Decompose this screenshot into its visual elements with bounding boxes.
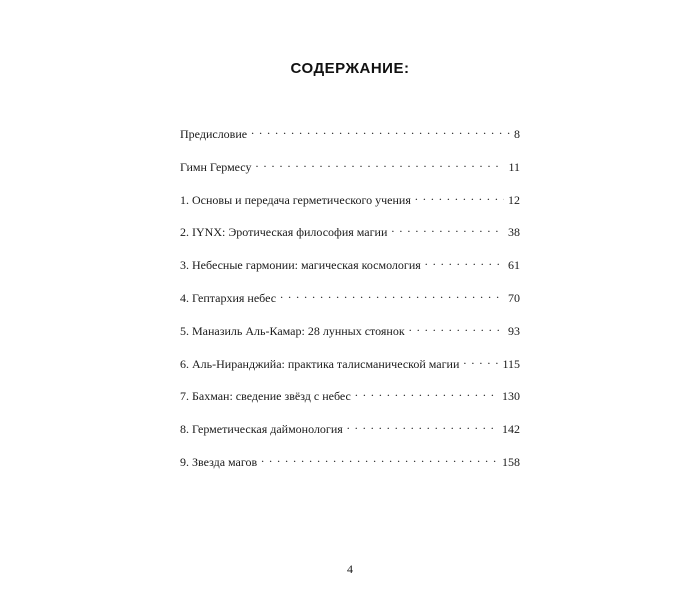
toc-entry-page: 12 <box>508 192 520 207</box>
dot-leader <box>261 450 498 466</box>
dot-leader <box>251 122 510 138</box>
toc-entry <box>180 352 520 385</box>
dot-leader <box>391 220 504 236</box>
toc-entry <box>180 188 520 221</box>
toc-entry-label: 3. Небесные гармонии: магическая космология <box>180 258 421 273</box>
toc-entry-page: 61 <box>508 258 520 273</box>
toc-entry <box>180 417 520 450</box>
page-number: 4 <box>347 562 353 576</box>
toc-entry-label: 4. Гептархия небес <box>180 290 277 305</box>
toc-entry-page: 158 <box>502 454 520 469</box>
dot-leader <box>347 417 498 433</box>
dot-leader <box>463 352 498 368</box>
toc-entry-label: Гимн Гермесу <box>180 159 252 174</box>
toc-entry-page: 38 <box>508 225 520 240</box>
toc-entry-label: 5. Маназиль Аль-Камар: 28 лунных стоянок <box>180 323 405 338</box>
toc-entry-page: 142 <box>502 422 520 437</box>
toc-entry <box>180 220 520 253</box>
toc-entry <box>180 155 520 188</box>
toc-entry-label: 6. Аль-Ниранджийа: практика талисманической магии <box>180 356 460 371</box>
table-of-contents <box>180 122 520 483</box>
toc-entry-page: 93 <box>508 323 520 338</box>
toc-entry-label: Предисловие <box>180 127 248 141</box>
toc-entry-page: 70 <box>508 290 520 305</box>
dot-leader <box>355 384 498 400</box>
dot-leader <box>255 155 504 171</box>
toc-title: СОДЕРЖАНИЕ: <box>290 60 410 77</box>
dot-leader <box>409 319 504 335</box>
dot-leader <box>280 286 504 302</box>
toc-entry <box>180 253 520 286</box>
toc-entry-label: 1. Основы и передача герметического учения <box>180 192 411 207</box>
dot-leader <box>415 188 504 204</box>
toc-entry <box>180 319 520 352</box>
toc-entry-label: 8. Герметическая даймонология <box>180 422 343 437</box>
toc-entry-label: 2. IYNX: Эротическая философия магии <box>180 225 388 240</box>
toc-entry <box>180 286 520 319</box>
toc-entry <box>180 384 520 417</box>
toc-entry-page: 130 <box>502 389 520 404</box>
toc-entry-page: 8 <box>514 127 520 141</box>
dot-leader <box>425 253 504 269</box>
toc-entry-page: 115 <box>502 356 520 371</box>
toc-entry <box>180 122 520 155</box>
toc-entry-label: 9. Звезда магов <box>180 454 258 469</box>
toc-entry <box>180 450 520 483</box>
toc-entry-page: 11 <box>508 159 520 174</box>
toc-entry-label: 7. Бахман: сведение звёзд с небес <box>180 389 351 404</box>
